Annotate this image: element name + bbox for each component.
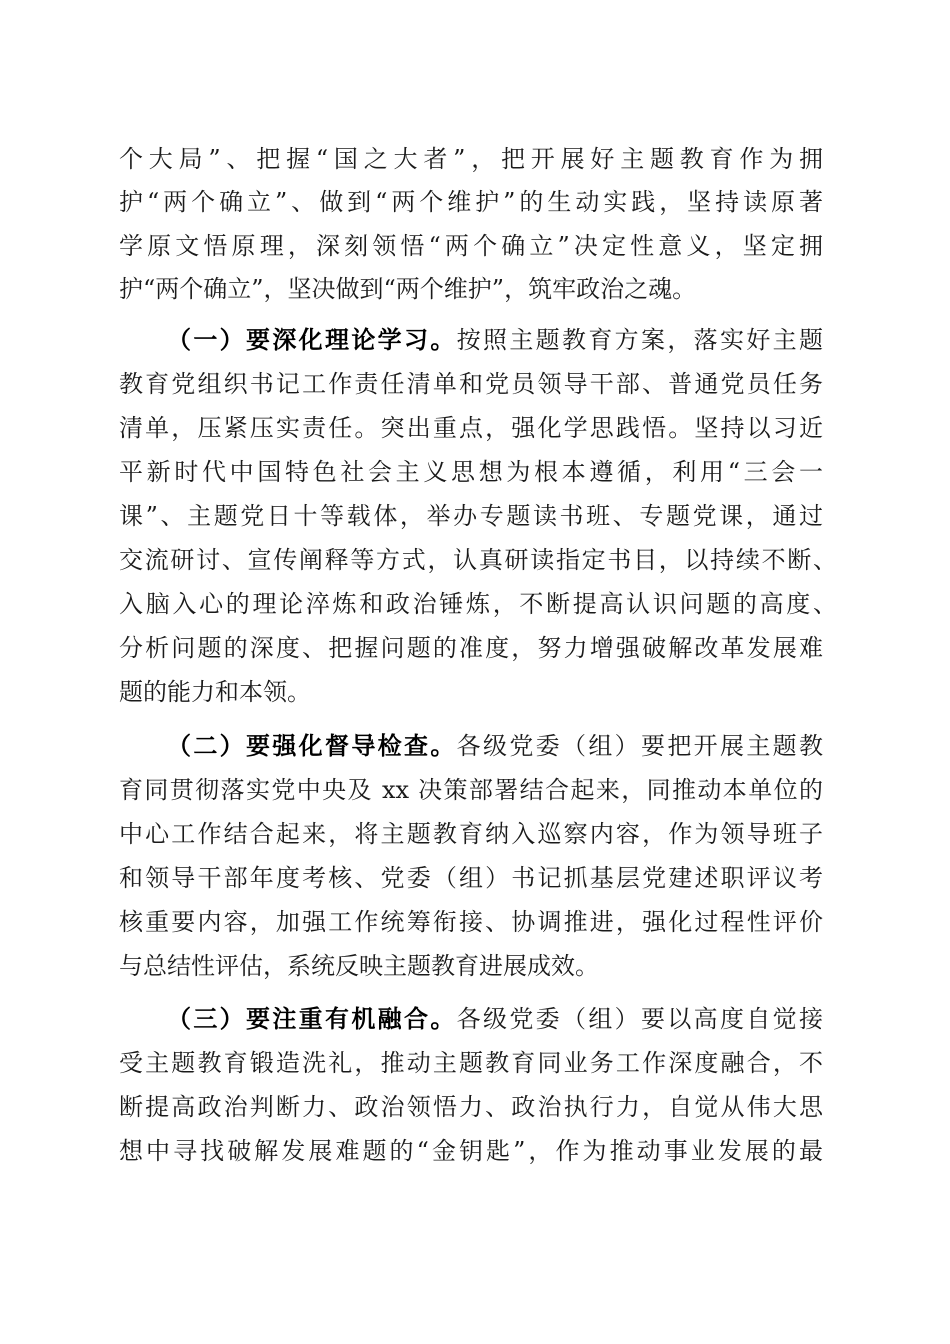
section-3-heading: （三）要注重有机融合。 (167, 1005, 457, 1033)
section-1-first-line (167, 320, 823, 360)
section-3-line-4: 想中寻找破解发展难题的“金钥匙”，作为推动事业发展的最 (119, 1137, 823, 1165)
section-1-line-9: 题的能力和本领。 (119, 678, 311, 706)
section-1-line-4: 平新时代中国特色社会主义思想为根本遵循，利用“三会一 (119, 458, 823, 486)
intro-line-1: 个大局”、把握“国之大者”，把开展好主题教育作为拥 (119, 145, 823, 173)
section-1-line-3: 清单，压紧压实责任。突出重点，强化学思践悟。坚持以习近 (119, 414, 823, 442)
intro-line-4: 护“两个确立”，坚决做到“两个维护”，筑牢政治之魂。 (119, 275, 697, 303)
section-1-line-8: 分析问题的深度、把握问题的准度，努力增强破解改革发展难 (119, 634, 823, 662)
section-3-line-3: 断提高政治判断力、政治领悟力、政治执行力，自觉从伟大思 (119, 1093, 823, 1121)
section-2-first-line-text: 各级党委（组）要把开展主题教 (456, 732, 824, 760)
section-3-first-line-text: 各级党委（组）要以高度自觉接 (456, 1005, 824, 1033)
section-3-line-2: 受主题教育锻造洗礼，推动主题教育同业务工作深度融合，不 (119, 1049, 823, 1077)
section-3-first-line (167, 999, 823, 1039)
section-1-first-line-text: 按照主题教育方案，落实好主题 (456, 326, 824, 354)
section-2-line-2: 育同贯彻落实党中央及 xx 决策部署结合起来，同推动本单位的 (119, 776, 823, 804)
intro-line-3: 学原文悟原理，深刻领悟“两个确立”决定性意义，坚定拥 (119, 232, 823, 260)
section-2-line-6: 与总结性评估，系统反映主题教育进展成效。 (119, 952, 599, 980)
section-1-line-5: 课”、主题党日十等载体，举办专题读书班、专题党课，通过 (119, 502, 823, 530)
intro-line-2: 护“两个确立”、做到“两个维护”的生动实践，坚持读原著 (119, 188, 823, 216)
section-1-line-2: 教育党组织书记工作责任清单和党员领导干部、普通党员任务 (119, 370, 823, 398)
section-2-line-4: 和领导干部年度考核、党委（组）书记抓基层党建述职评议考 (119, 864, 823, 892)
section-2-heading: （二）要强化督导检查。 (167, 732, 457, 760)
section-1-line-7: 入脑入心的理论淬炼和政治锤炼，不断提高认识问题的高度、 (119, 590, 837, 618)
section-2-line-3: 中心工作结合起来，将主题教育纳入巡察内容，作为领导班子 (119, 820, 823, 848)
section-1-heading: （一）要深化理论学习。 (167, 326, 457, 354)
section-2-line-5: 核重要内容，加强工作统筹衔接、协调推进，强化过程性评价 (119, 908, 823, 936)
section-2-first-line (167, 726, 823, 766)
section-1-line-6: 交流研讨、宣传阐释等方式，认真研读指定书目，以持续不断、 (119, 546, 837, 574)
